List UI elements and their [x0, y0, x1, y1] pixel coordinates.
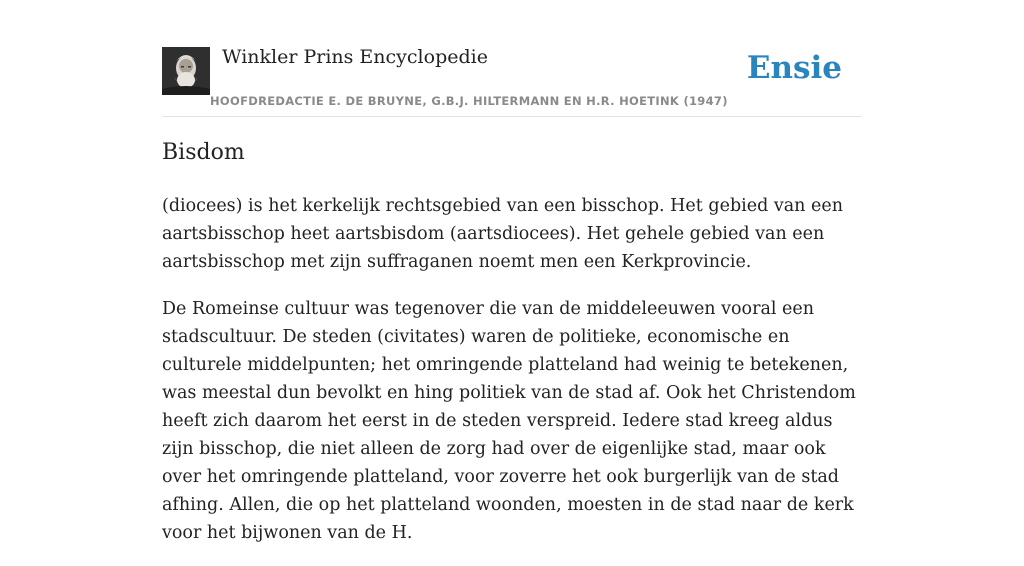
site-header: [162, 0, 862, 117]
article-paragraph: (diocees) is het kerkelijk rechtsgebied van een bisschop. Het gebied van een aartsbisschop heet aartsbisdom (aartsdiocees). Het gehele gebied van een aartsbisschop met zijn suffraganen noemt men een Kerkprovincie.: [162, 196, 843, 272]
site-title[interactable]: Winkler Prins Encyclopedie: [222, 46, 488, 68]
article-title: Bisdom: [162, 140, 245, 165]
portrait-avatar-icon[interactable]: [162, 47, 210, 95]
ensie-logo[interactable]: Ensie: [746, 50, 842, 86]
article-paragraph: De Romeinse cultuur was tegenover die van de middeleeuwen vooral een stadscultuur. De steden (civitates) waren de politieke, economische en culturele middelpunten; het omringende platteland had weinig te betekenen, was meestal dun bevolkt en hing politiek van de stad af. Ook het Christendom heeft zich daarom het eerst in de steden verspreid. Iedere stad kreeg aldus zijn bisschop, die niet alleen de zorg had over de eigenlijke stad, maar ook over het omringende platteland, voor zoverre het ook burgerlijk van de stad afhing. Allen, die op het platteland woonden, moesten in de stad naar de kerk voor het bijwonen van de H.: [162, 299, 856, 543]
portrait-avatar-graphic: [162, 47, 210, 95]
editors-line: HOOFDREDACTIE E. DE BRUYNE, G.B.J. HILTERMANN EN H.R. HOETINK (1947): [210, 94, 728, 108]
article-body: [162, 192, 862, 566]
page-container: [162, 0, 862, 543]
